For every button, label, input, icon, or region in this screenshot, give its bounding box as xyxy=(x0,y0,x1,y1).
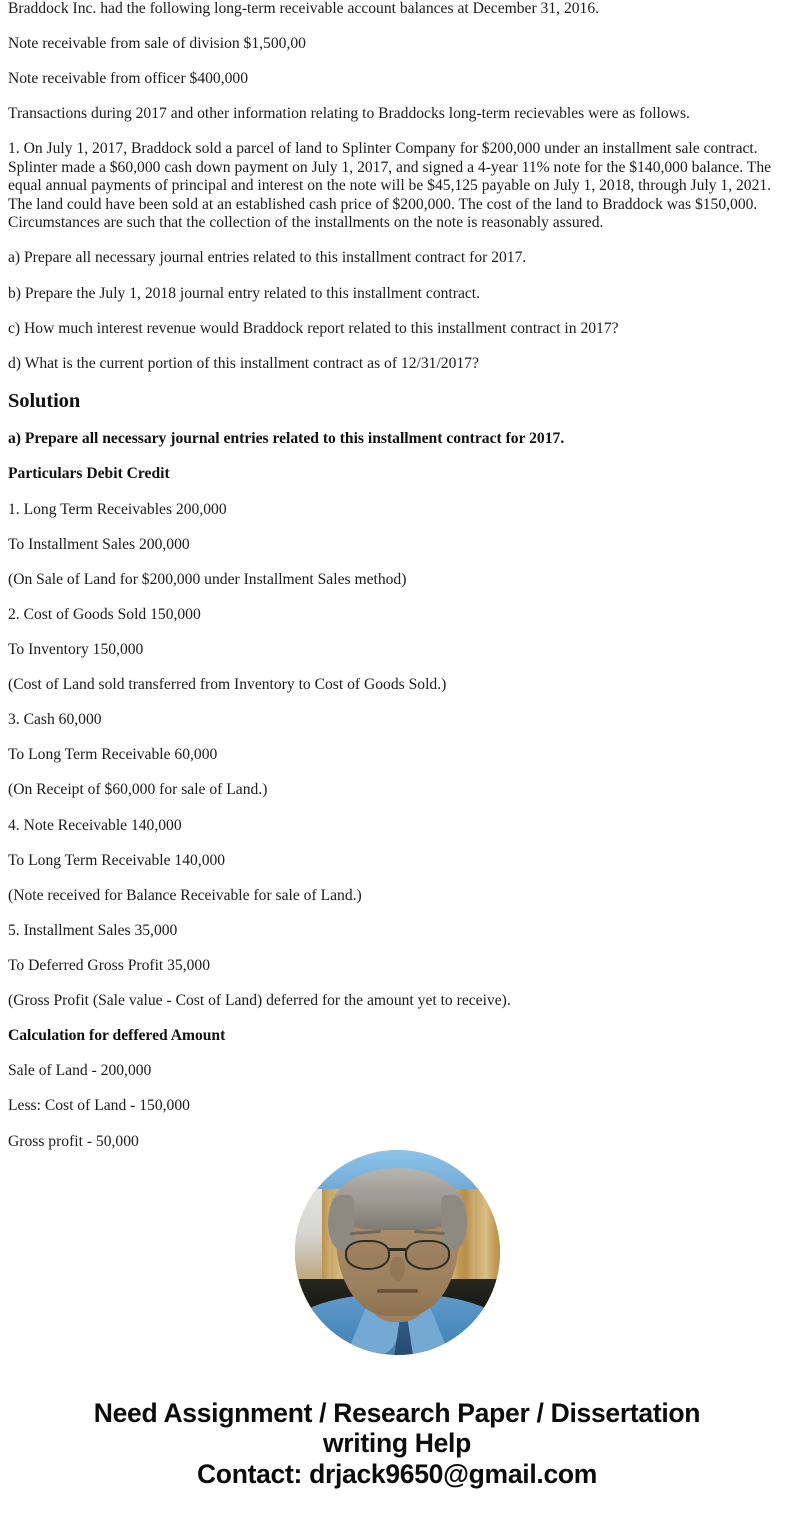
calculation-heading: Calculation for deffered Amount xyxy=(8,1027,226,1045)
profile-photo xyxy=(295,1150,500,1355)
photo-eyeglass-bridge xyxy=(388,1248,406,1250)
journal-line: 3. Cash 60,000 xyxy=(8,711,102,729)
journal-line: To Deferred Gross Profit 35,000 xyxy=(8,957,211,975)
journal-line: (On Receipt of $60,000 for sale of Land.) xyxy=(8,781,268,799)
solution-heading: Solution xyxy=(8,389,81,412)
intro-paragraph-2: Note receivable from sale of division $1,500,00 xyxy=(8,35,306,53)
footer-promo-line-2: writing Help xyxy=(322,1428,472,1458)
journal-line: 2. Cost of Goods Sold 150,000 xyxy=(8,605,201,623)
photo-background-wall-panel xyxy=(295,1189,322,1287)
journal-line: 1. Long Term Receivables 200,000 xyxy=(8,500,227,518)
intro-paragraph-3: Note receivable from officer $400,000 xyxy=(8,70,249,88)
question-d: d) What is the current portion of this installment contract as of 12/31/2017? xyxy=(8,354,479,372)
journal-line: (Cost of Land sold transferred from Inventory to Cost of Goods Sold.) xyxy=(8,676,447,694)
part-a-heading: a) Prepare all necessary journal entries related to this installment contract for 2017. xyxy=(8,430,565,448)
calculation-line: Less: Cost of Land - 150,000 xyxy=(8,1097,190,1115)
intro-paragraph-4: Transactions during 2017 and other information relating to Braddocks long-term recievables were as follows. xyxy=(8,105,690,123)
journal-line: 5. Installment Sales 35,000 xyxy=(8,921,178,939)
question-c: c) How much interest revenue would Braddock report related to this installment contract in 2017? xyxy=(8,319,619,337)
footer-promo-line-1: Need Assignment / Research Paper / Dissertation xyxy=(93,1398,701,1428)
journal-line: (Note received for Balance Receivable for sale of Land.) xyxy=(8,886,362,904)
journal-line: To Long Term Receivable 140,000 xyxy=(8,851,226,869)
journal-line: To Inventory 150,000 xyxy=(8,641,144,659)
photo-eyeglass-left xyxy=(345,1240,390,1270)
journal-line: To Installment Sales 200,000 xyxy=(8,535,190,553)
question-b: b) Prepare the July 1, 2018 journal entry related to this installment contract. xyxy=(8,284,481,302)
photo-eyeglass-right xyxy=(405,1240,450,1270)
question-a: a) Prepare all necessary journal entries related to this installment contract for 2017. xyxy=(8,249,527,267)
scenario-paragraph: 1. On July 1, 2017, Braddock sold a parcel of land to Splinter Company for $200,000 under an installment sale contract. Splinter made a $60,000 cash down payment on July 1, 2017, and signed a 4-year 11% note for the $140,000 balance. The equal annual payments of principal and interest on the note will be $45,125 payable on July 1, 2018, through July 1, 2021. The land could have been sold at an established cash price of $200,000. The cost of the land to Braddock was $150,000. Circumstances are such that the collection of the installments on the note is reasonably assured. xyxy=(8,140,772,231)
journal-line: To Long Term Receivable 60,000 xyxy=(8,746,218,764)
journal-table-header: Particulars Debit Credit xyxy=(8,465,170,483)
journal-line: 4. Note Receivable 140,000 xyxy=(8,816,182,834)
journal-line: (Gross Profit (Sale value - Cost of Land) deferred for the amount yet to receive). xyxy=(8,992,511,1010)
intro-paragraph-1: Braddock Inc. had the following long-term receivable account balances at December 31, 2016. xyxy=(8,0,600,17)
calculation-line: Gross profit - 50,000 xyxy=(8,1132,139,1150)
footer-promo xyxy=(0,1398,794,1489)
photo-nose xyxy=(390,1257,404,1282)
calculation-line: Sale of Land - 200,000 xyxy=(8,1062,152,1080)
journal-line: (On Sale of Land for $200,000 under Installment Sales method) xyxy=(8,570,407,588)
footer-contact-line: Contact: drjack9650@gmail.com xyxy=(196,1459,598,1489)
photo-mouth xyxy=(377,1289,418,1292)
profile-photo-circle xyxy=(295,1150,500,1355)
